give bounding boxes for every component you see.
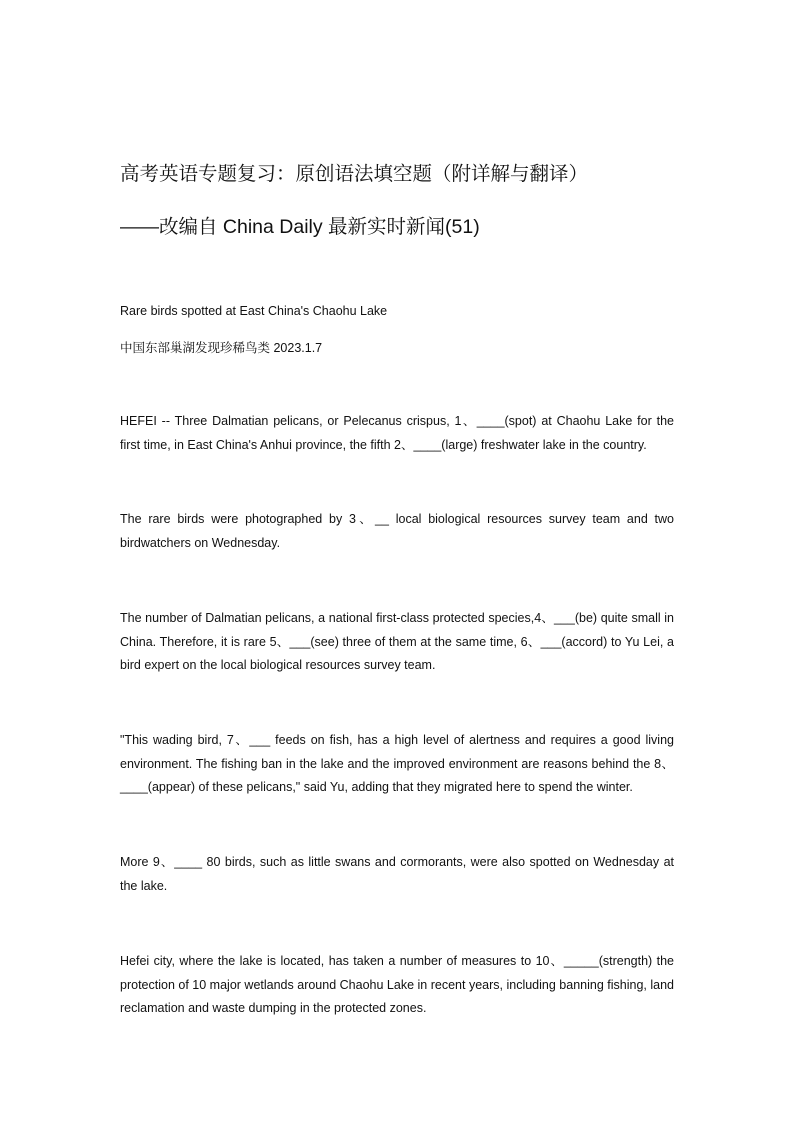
- document-subtitle: ——改编自 China Daily 最新实时新闻(51): [120, 216, 480, 238]
- article-chinese-title: 中国东部巢湖发现珍稀鸟类 2023.1.7: [120, 341, 323, 355]
- paragraph-3: The number of Dalmatian pelicans, a national first-class protected species,4、___(be) quite small in China. Therefore, it is rare 5、___(see) three of them at the same time, 6、___(accord) to Yu Lei, a bird expert on the local biological resources survey team.: [120, 611, 674, 672]
- paragraph-6: Hefei city, where the lake is located, has taken a number of measures to 10、_____(strength) the protection of 10 major wetlands around Chaohu Lake in recent years, including banning fishing, land reclamation and waste dumping in the protected zones.: [120, 954, 674, 1015]
- paragraph-1: HEFEI -- Three Dalmatian pelicans, or Pelecanus crispus, 1、____(spot) at Chaohu Lake for the first time, in East China's Anhui province, the fifth 2、____(large) freshwater lake in the country.: [120, 414, 674, 452]
- paragraph-4: "This wading bird, 7、___ feeds on fish, has a high level of alertness and requires a good living environment. The fishing ban in the lake and the improved environment are reasons behind the 8、____(appear) of these pelicans," said Yu, adding that they migrated here to spend the winter.: [120, 733, 674, 794]
- document-title: 高考英语专题复习：原创语法填空题（附详解与翻译）: [120, 163, 589, 185]
- paragraph-5: More 9、____ 80 birds, such as little swans and cormorants, were also spotted on Wednesday at the lake.: [120, 855, 674, 893]
- article-english-title: Rare birds spotted at East China's Chaohu Lake: [120, 304, 388, 318]
- paragraph-2: The rare birds were photographed by 3、__ local biological resources survey team and two birdwatchers on Wednesday.: [120, 512, 674, 550]
